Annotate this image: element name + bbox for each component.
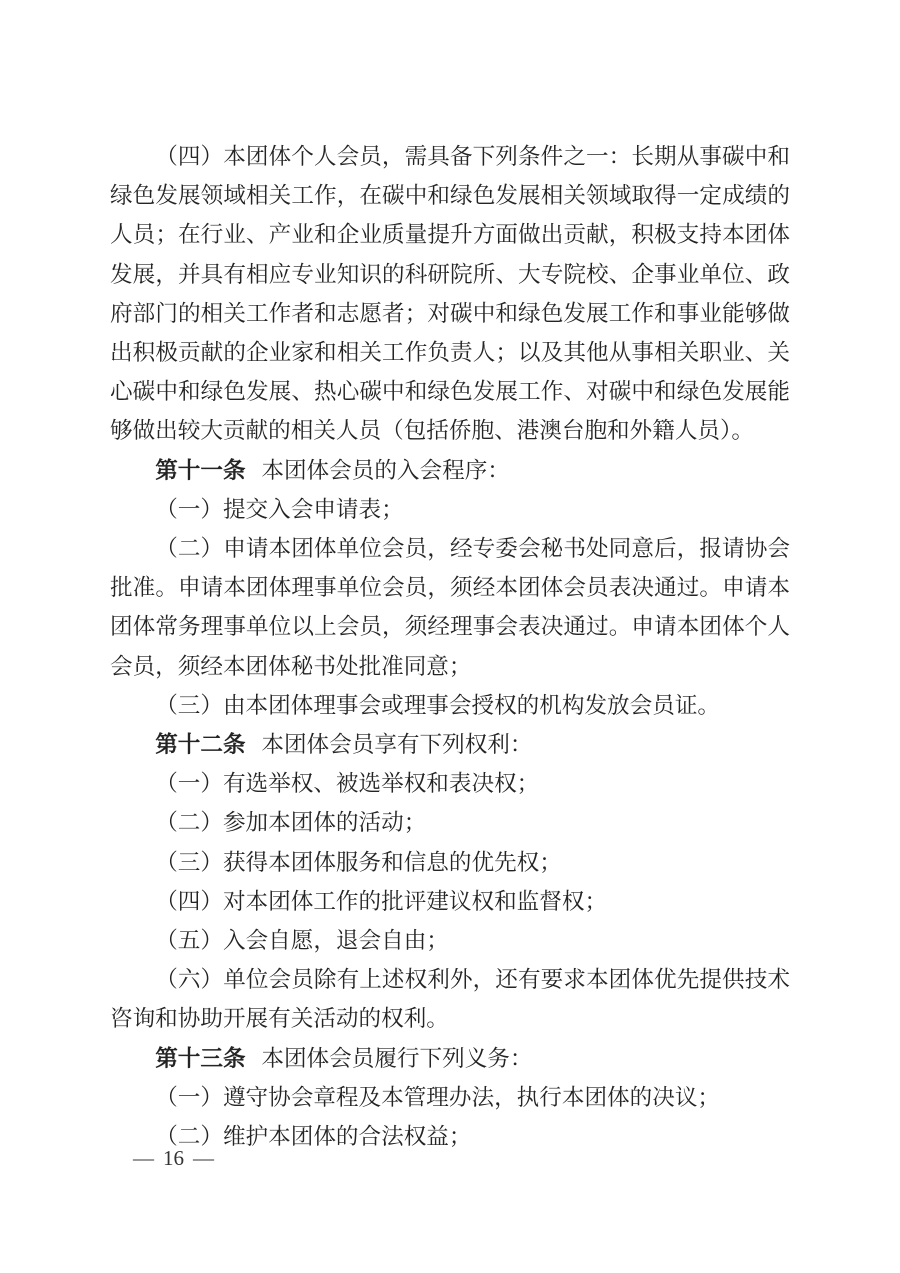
- footer-left-dash: —: [133, 1146, 154, 1170]
- paragraph: （四）对本团体工作的批评建议权和监督权；: [155, 888, 608, 914]
- article-title-text: 本团体会员履行下列义务：: [261, 1045, 533, 1071]
- paragraph: （六）单位会员除有上述权利外，还有要求本团体优先提供技术咨询和协助开展有关活动的权利。: [110, 967, 790, 1032]
- article-number-label: 第十二条: [155, 732, 246, 758]
- page-footer: [133, 1146, 214, 1170]
- article-heading: [110, 451, 790, 490]
- paragraph: （二）参加本团体的活动；: [155, 810, 427, 836]
- document-body: [110, 137, 790, 1156]
- paragraph: （二）申请本团体单位会员，经专委会秘书处同意后，报请协会批准。申请本团体理事单位会员，须经本团体会员表决通过。申请本团体常务理事单位以上会员，须经理事会表决通过。申请本团体个人会员，须经本团体秘书处批准同意；: [110, 536, 790, 679]
- paragraph: （一）有选举权、被选举权和表决权；: [155, 771, 540, 797]
- paragraph: （三）获得本团体服务和信息的优先权；: [155, 849, 562, 875]
- article-number-label: 第十三条: [155, 1045, 246, 1071]
- article-heading: [110, 725, 790, 764]
- paragraph: （一）遵守协会章程及本管理办法，执行本团体的决议；: [155, 1084, 721, 1110]
- page-number: 16: [163, 1146, 184, 1170]
- paragraph: （二）维护本团体的合法权益；: [155, 1124, 472, 1150]
- article-heading: [110, 1039, 790, 1078]
- paragraph: （五）入会自愿，退会自由；: [155, 928, 449, 954]
- article-title-text: 本团体会员享有下列权利：: [261, 732, 533, 758]
- paragraph: （四）本团体个人会员，需具备下列条件之一：长期从事碳中和绿色发展领域相关工作，在碳中和绿色发展相关领域取得一定成绩的人员；在行业、产业和企业质量提升方面做出贡献，积极支持本团体发展，并具有相应专业知识的科研院所、大专院校、企事业单位、政府部门的相关工作者和志愿者；对碳中和绿色发展工作和事业能够做出积极贡献的企业家和相关工作负责人；以及其他从事相关职业、关心碳中和绿色发展、热心碳中和绿色发展工作、对碳中和绿色发展能够做出较大贡献的相关人员（包括侨胞、港澳台胞和外籍人员）。: [110, 144, 790, 444]
- article-number-label: 第十一条: [155, 457, 246, 483]
- article-title-text: 本团体会员的入会程序：: [261, 457, 510, 483]
- footer-right-dash: —: [193, 1146, 214, 1170]
- paragraph: （一）提交入会申请表；: [155, 496, 404, 522]
- paragraph: （三）由本团体理事会或理事会授权的机构发放会员证。: [155, 692, 721, 718]
